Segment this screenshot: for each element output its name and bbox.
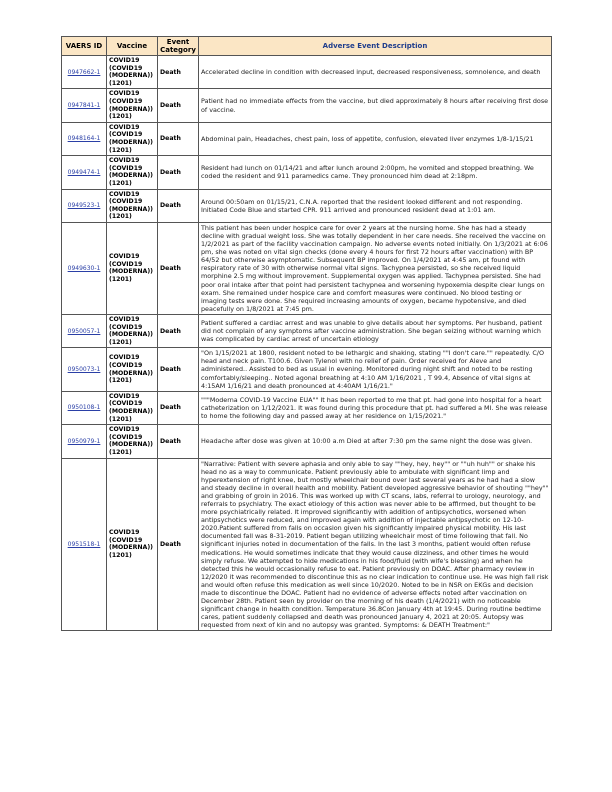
vaccine-line: COVID19 [109,392,140,400]
vaccine-cell [107,222,158,314]
table-row [62,56,552,89]
description-cell: Around 00:50am on 01/15/21, C.N.A. reported that the resident looked different and not responding. Initiated Code Blue and started CPR. 911 arrived and pronounced resident dead at 1:01 am. [199,189,552,222]
vaccine-line: (MODERNA)) [109,331,153,339]
vaccine-line: (1201) [109,213,132,221]
event-category-cell: Death [158,122,199,155]
vaccine-line: (1201) [109,113,132,121]
vaers-id-cell [62,56,107,89]
table-row [62,314,552,347]
event-category-cell: Death [158,56,199,89]
vaccine-line: (COVID19 [109,64,143,72]
event-category-cell: Death [158,458,199,631]
description-cell: Patient suffered a cardiac arrest and was unable to give details about her symptoms. Per husband, patient did not complain of any symptoms after vaccine administration. She began seizing without warning which was complicated by cardiac arrest of uncertain etiology [199,314,552,347]
vaccine-line: (1201) [109,415,132,423]
vaccine-line: (MODERNA)) [109,105,153,113]
table-row [62,458,552,631]
vaccine-line: (COVID19 [109,323,143,331]
description-cell: Abdominal pain, Headaches, chest pain, loss of appetite, confusion, elevated liver enzymes 1/8-1/15/21 [199,122,552,155]
description-cell: This patient has been under hospice care for over 2 years at the nursing home. She has had a steady decline with gradual weight loss. She was totally dependent in her care needs. She received the vaccine on 1/2/2021 as part of the facility vaccination campaign. No adverse events noted initially. On 1/3/2021 at 6:06 pm, she was noted on vital sign checks (done every 4 hours for first 72 hours after vaccination) with BP 64/52 but otherwise asymptomatic. Subsequent BP improved. On 1/4/2021 at 4:45 am, pt found with respiratory rate of 30 with otherwise normal vital signs. Tachypnea persisted, so she received liquid morphine 2.5 mg without improvement. Supplemental oxygen was applied. Tachypnea persisted. She had poor oral intake after that point had persistent tachypnea and worsening hypoxemia despite clear lungs on exam. She remained under hospice care and comfort measures were continued. No blood testing or imaging tests were done. She required increasing amounts of oxygen, became hypotensive, and died peacefully on 1/8/2021 at 7:45 pm. [199,222,552,314]
table-row [62,391,552,424]
vaccine-line: (1201) [109,377,132,385]
vaccine-line: (COVID19 [109,164,143,172]
vaccine-line: (MODERNA)) [109,407,153,415]
event-category-cell: Death [158,156,199,189]
vaccine-line: COVID19 [109,529,140,537]
vaccine-line: (COVID19 [109,400,143,408]
table-row [62,348,552,391]
vaccine-line: COVID19 [109,426,140,434]
vaers-id-cell [62,314,107,347]
vaccine-cell [107,56,158,89]
vaccine-cell [107,458,158,631]
event-category-cell: Death [158,314,199,347]
vaccine-cell [107,391,158,424]
vaccine-line: COVID19 [109,123,140,131]
vaers-id-link[interactable]: 0949474-1 [67,168,101,176]
vaers-id-cell [62,425,107,458]
vaers-id-link[interactable]: 0951518-1 [67,540,101,548]
vaccine-line: (COVID19 [109,433,143,441]
event-category-cell: Death [158,391,199,424]
vaccine-cell [107,122,158,155]
table-body [62,56,552,631]
header-id: VAERS ID [62,37,107,56]
vaccine-line: COVID19 [109,253,140,261]
table-row [62,189,552,222]
vaccine-line: (MODERNA)) [109,72,153,80]
vaers-id-link[interactable]: 0950108-1 [67,404,101,412]
vaers-id-link[interactable]: 0947662-1 [67,68,101,76]
description-cell: """Moderna COVID-19 Vaccine EUA"" It has been reported to me that pt. had gone into hospital for a heart catheterization on 1/12/2021. It was found during this procedure that pt. had suffered a MI. She was release to home the following day and passed away at her residence on 1/15/2021." [199,391,552,424]
event-category-cell: Death [158,89,199,122]
vaccine-line: (1201) [109,146,132,154]
description-cell: Headache after dose was given at 10:00 a.m Died at after 7:30 pm the same night the dose was given. [199,425,552,458]
vaers-id-link[interactable]: 0949523-1 [67,202,101,210]
vaccine-line: (MODERNA)) [109,172,153,180]
table-row [62,156,552,189]
vaccine-line: (1201) [109,79,132,87]
event-category-cell: Death [158,189,199,222]
vaccine-line: (1201) [109,552,132,560]
event-category-cell: Death [158,425,199,458]
vaccine-line: COVID19 [109,90,140,98]
table-row [62,222,552,314]
description-cell: Resident had lunch on 01/14/21 and after lunch around 2:00pm, he vomited and stopped breathing. We coded the resident and 911 paramedics came. They pronounced him dead at 2:18pm. [199,156,552,189]
vaccine-cell [107,156,158,189]
vaccine-line: (COVID19 [109,198,143,206]
vaccine-line: COVID19 [109,190,140,198]
description-cell: Patient had no immediate effects from the vaccine, but died approximately 8 hours after receiving first dose of vaccine. [199,89,552,122]
vaers-id-cell [62,458,107,631]
event-category-cell: Death [158,222,199,314]
vaers-id-link[interactable]: 0949630-1 [67,264,101,272]
header-category: Event Category [158,37,199,56]
vaccine-cell [107,314,158,347]
vaers-id-cell [62,391,107,424]
vaccine-line: (MODERNA)) [109,205,153,213]
vaers-id-cell [62,189,107,222]
vaers-id-cell [62,156,107,189]
vaccine-line: (MODERNA)) [109,268,153,276]
vaers-id-link[interactable]: 0950979-1 [67,437,101,445]
description-cell: "On 1/15/2021 at 1800, resident noted to be lethargic and shaking, stating ""I don't care."" repeatedly. C/O head and neck pain. T100.6. Given Tylenol with no relief of pain. Order received for Aleve and administered.. Assisted to bed as usual in evening. Monitored during night shift and noted to be resting comfortably/sleeping.. Noted agonal breathing at 4:10 AM 1/16/2021 , T 99.4, Absence of vital signs at 4:15AM 1/16/21 and death pronounced at 4:40AM 1/16/21." [199,348,552,391]
header-vaccine: Vaccine [107,37,158,56]
vaers-id-cell [62,89,107,122]
vaccine-line: (1201) [109,448,132,456]
table-row [62,122,552,155]
description-cell: Accelerated decline in condition with decreased input, decreased responsiveness, somnolence, and death [199,56,552,89]
vaccine-line: (MODERNA)) [109,544,153,552]
vaccine-line: (MODERNA)) [109,369,153,377]
vaers-id-cell [62,122,107,155]
vaccine-cell [107,89,158,122]
header-row [62,37,552,56]
vaccine-line: (1201) [109,275,132,283]
vaccine-line: (COVID19 [109,361,143,369]
vaccine-line: COVID19 [109,157,140,165]
vaccine-line: COVID19 [109,354,140,362]
vaers-table [61,36,552,631]
vaccine-cell [107,425,158,458]
vaers-id-link[interactable]: 0948164-1 [67,135,101,143]
vaccine-line: COVID19 [109,315,140,323]
vaccine-cell [107,348,158,391]
vaccine-line: (COVID19 [109,131,143,139]
vaccine-line: (1201) [109,338,132,346]
vaers-id-link[interactable]: 0947841-1 [67,102,101,110]
vaccine-line: (COVID19 [109,260,143,268]
vaccine-line: (COVID19 [109,97,143,105]
vaers-id-cell [62,222,107,314]
vaccine-cell [107,189,158,222]
vaers-id-link[interactable]: 0950073-1 [67,366,101,374]
vaccine-line: (MODERNA)) [109,441,153,449]
vaccine-line: COVID19 [109,57,140,64]
event-category-cell: Death [158,348,199,391]
vaccine-line: (1201) [109,179,132,187]
table-row [62,89,552,122]
description-cell: "Narrative: Patient with severe aphasia and only able to say ""hey, hey, hey"" or ""uh huh"" or shake his head no as a way to communicate. Patient previously able to ambulate with significant limp and hyperextension of right knee, but mostly wheelchair bound over last several years as he had had a slow and steady decline in overall health and mobility. Patient developed aggressive behavior of shouting ""hey"" and grabbing of groin in 2016. This was worked up with CT scans, labs, referral to urology, neurology, and referrals to psychiatry. The exact etiology of this action was never able to be affirmed, but thought to be more psychiatrically related. It improved significantly with addition of antipsychotics, worsened when antipsychotics were reduced, and improved again with addition of injectable antipsychotic on 12-10-2020.Patient suffered from falls on occasion given his significantly impaired physical mobility. His last documented fall was 8-31-2019. Patient began utilizing wheelchair most of time following that fall. No significant injuries noted in documentation of the falls. In the last 3 months, patient would often refuse medications. He would sometimes indicate that they would cause dizziness, and other times he would simply refuse. We attempted to hide medications in his food/fluid (with wife's blessing) and when he detected this he would occasionally refuse to eat. Patient previously on DOAC. After pharmacy review in 12/2020 it was recommended to discontinue this as no clear indication to continue use. He was high fall risk and would often refuse this medication as well since 10/2020. Noted to be in NSR on EKGs and decision made to discontinue the DOAC. Patient had no evidence of adverse effects noted after vaccination on December 28th. Patient seen by provider on the morning of his death (1/4/2021) with no noticeable significant change in health condition. Temperature 36.8Con January 4th at 19:45. During routine bedtime cares, patient suddenly collapsed and death was pronounced January 4, 2021 at 20:05. Autopsy was requested from next of kin and no autopsy was granted. Symptoms: & DEATH Treatment:" [199,458,552,631]
vaccine-line: (MODERNA)) [109,138,153,146]
vaers-id-cell [62,348,107,391]
table-row [62,425,552,458]
vaers-id-link[interactable]: 0950057-1 [67,327,101,335]
vaccine-line: (COVID19 [109,536,143,544]
header-description: Adverse Event Description [199,37,552,56]
